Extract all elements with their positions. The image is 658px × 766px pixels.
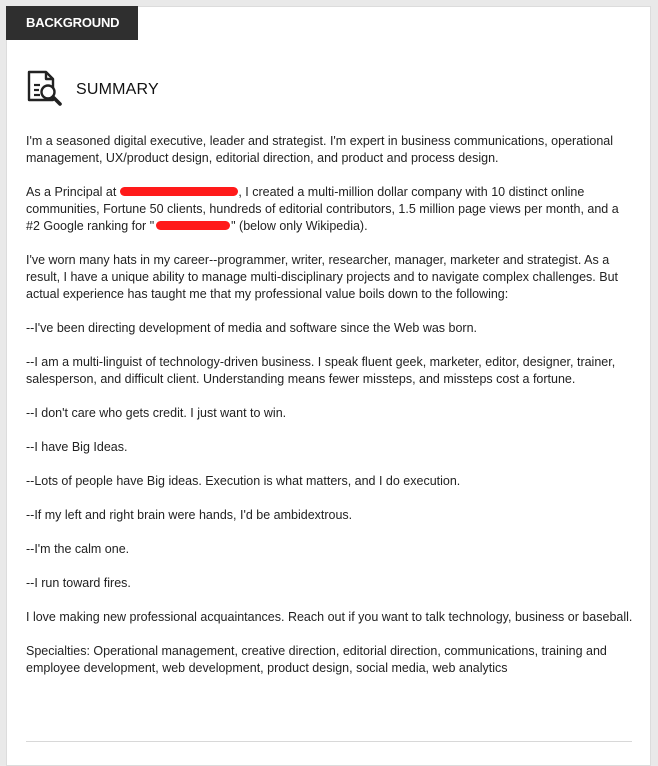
summary-paragraph: --If my left and right brain were hands, I'd be ambidextrous.	[26, 508, 353, 522]
summary-paragraph: I love making new professional acquaintances. Reach out if you want to talk technology, business or baseball.	[26, 610, 633, 624]
summary-text: , I created a multi-million dollar company with 10 distinct online communities, Fortune 50 clients, hundreds of editorial contributors, 1.5 million page views per month, and a #2 Google ranking for "	[26, 185, 619, 233]
summary-paragraph: --I am a multi-linguist of technology-driven business. I speak fluent geek, marketer, editor, designer, trainer, salesperson, and difficult client. Understanding means fewer missteps, and missteps cost a fortune.	[26, 355, 616, 386]
document-magnifier-icon	[26, 70, 64, 110]
redacted-search-term	[156, 221, 230, 230]
summary-paragraph: --I have Big Ideas.	[26, 440, 128, 454]
section-tab-background[interactable]: BACKGROUND	[6, 6, 138, 40]
summary-body	[26, 133, 636, 694]
summary-paragraph: --I run toward fires.	[26, 576, 131, 590]
section-divider	[26, 741, 632, 742]
summary-text: As a Principal at	[26, 185, 117, 199]
summary-paragraph: --I've been directing development of media and software since the Web was born.	[26, 321, 478, 335]
redacted-company-name	[120, 187, 238, 196]
summary-paragraph-specialties: Specialties: Operational management, creative direction, editorial direction, communications, training and employee development, web development, product design, social media, web analytics	[26, 644, 607, 675]
summary-paragraph-principal	[26, 184, 636, 235]
summary-header	[26, 70, 159, 110]
summary-paragraph: I'm a seasoned digital executive, leader and strategist. I'm expert in business communications, operational management, UX/product design, editorial direction, and product and process design.	[26, 134, 614, 165]
summary-paragraph: --I'm the calm one.	[26, 542, 130, 556]
summary-text: " (below only Wikipedia).	[231, 219, 368, 233]
summary-paragraph: --I don't care who gets credit. I just want to win.	[26, 406, 287, 420]
summary-paragraph: I've worn many hats in my career--programmer, writer, researcher, manager, marketer and strategist. As a result, I have a unique ability to manage multi-disciplinary projects and to navigate complex challenges. But actual experience has taught me that my professional value boils down to the following:	[26, 253, 618, 301]
summary-title: SUMMARY	[76, 81, 159, 98]
summary-paragraph: --Lots of people have Big ideas. Execution is what matters, and I do execution.	[26, 474, 461, 488]
